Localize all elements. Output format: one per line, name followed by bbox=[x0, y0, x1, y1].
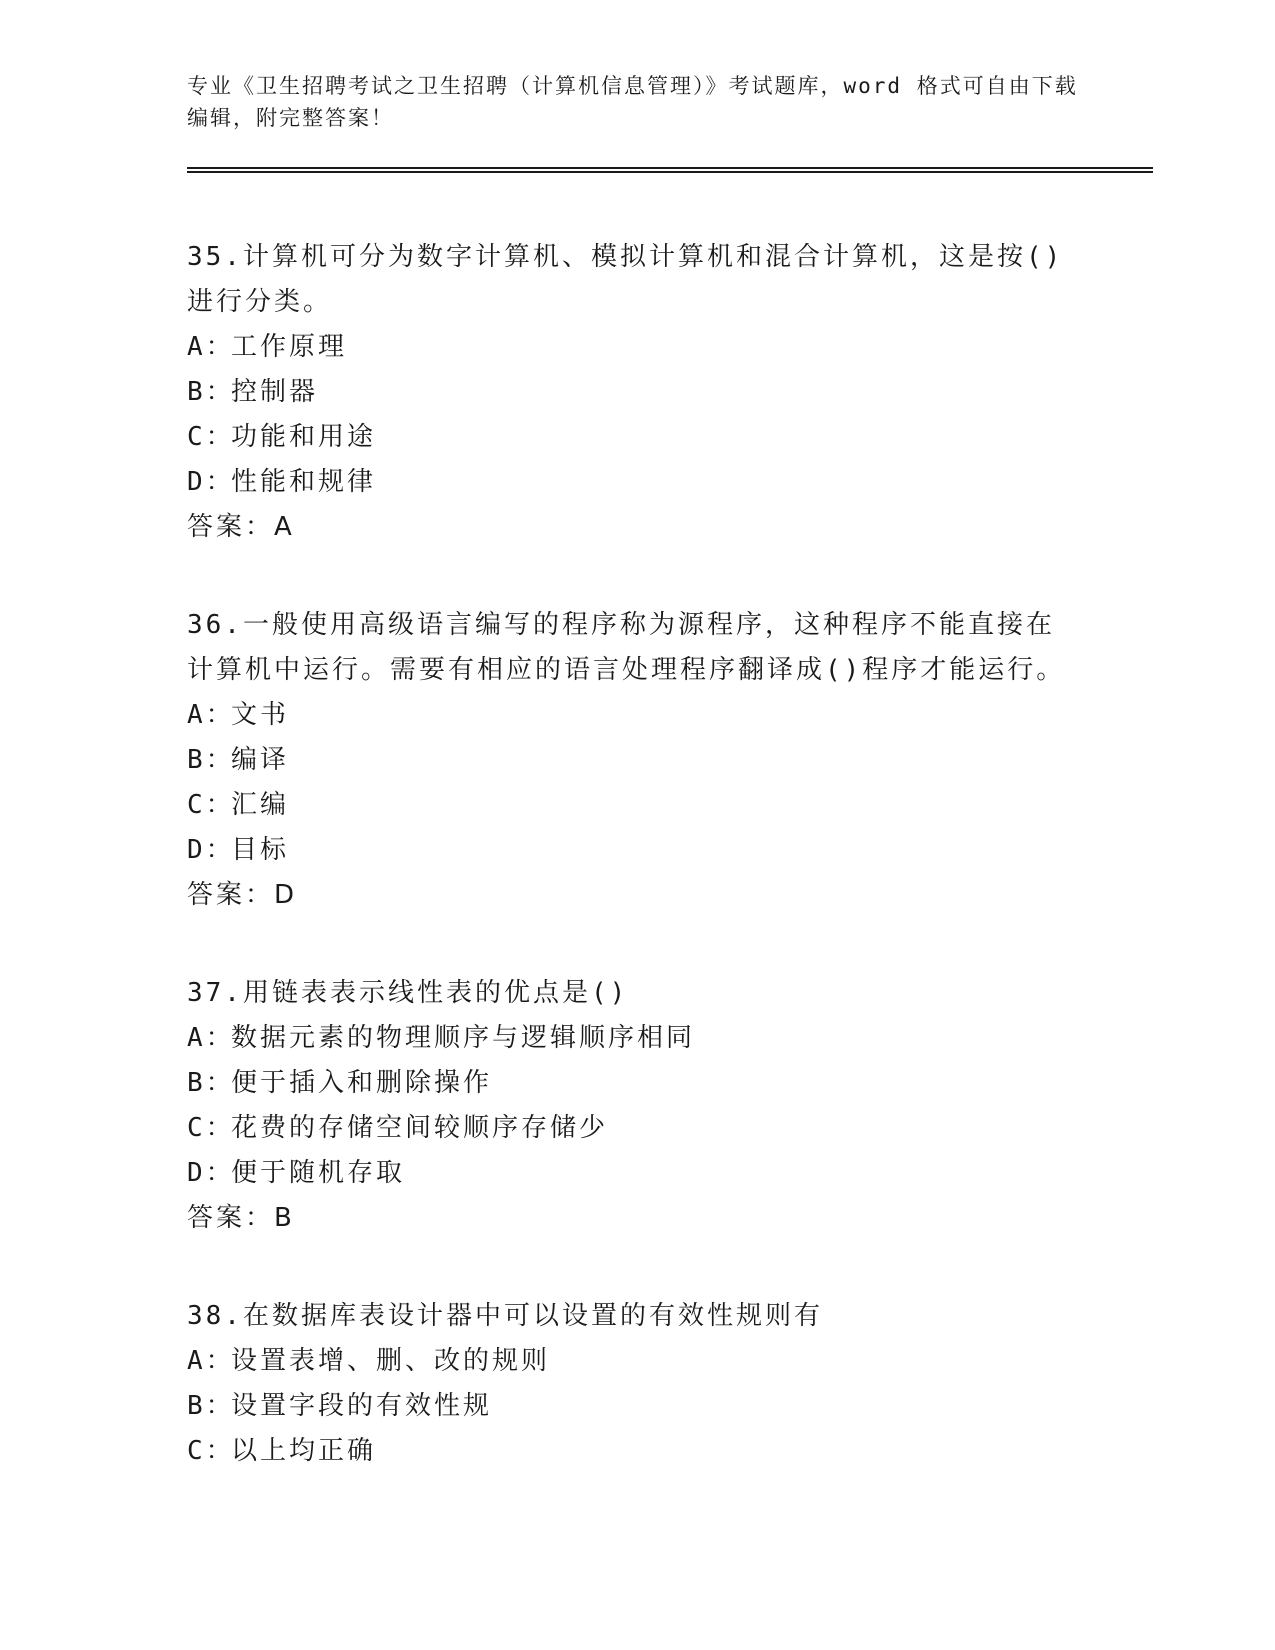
option-key: B： bbox=[187, 1068, 235, 1098]
option-text: 以上均正确 bbox=[231, 1436, 377, 1466]
option-key: B： bbox=[187, 1391, 235, 1421]
option-text: 控制器 bbox=[231, 377, 319, 407]
question-block bbox=[187, 235, 1187, 550]
option-text: 设置表增、删、改的规则 bbox=[231, 1346, 551, 1376]
option-key: B： bbox=[187, 745, 235, 775]
option-text: 目标 bbox=[231, 835, 290, 865]
option-row bbox=[187, 1339, 1187, 1384]
option-row bbox=[187, 1384, 1187, 1429]
question-number: 36. bbox=[187, 610, 243, 640]
option-row bbox=[187, 460, 1187, 505]
option-text: 汇编 bbox=[231, 790, 290, 820]
option-key: C： bbox=[187, 1436, 235, 1466]
option-key: B： bbox=[187, 377, 235, 407]
question-list bbox=[187, 235, 1187, 1474]
option-row bbox=[187, 693, 1187, 738]
question-number: 35. bbox=[187, 242, 243, 272]
option-text: 性能和规律 bbox=[231, 467, 377, 497]
question-number: 38. bbox=[187, 1301, 243, 1331]
option-key: D： bbox=[187, 835, 235, 865]
option-row bbox=[187, 370, 1187, 415]
option-text: 工作原理 bbox=[231, 332, 348, 362]
answer-line: 答案：D bbox=[187, 880, 298, 910]
document-header: 专业《卫生招聘考试之卫生招聘（计算机信息管理）》考试题库，word 格式可自由下载编辑，附完整答案！ bbox=[187, 74, 1078, 130]
answer-line: 答案：B bbox=[187, 1203, 295, 1233]
document-page bbox=[187, 70, 1187, 1474]
option-row bbox=[187, 1061, 1187, 1106]
option-key: C： bbox=[187, 422, 235, 452]
option-key: A： bbox=[187, 332, 235, 362]
question-stem bbox=[187, 971, 1067, 1016]
option-key: D： bbox=[187, 1158, 235, 1188]
question-block bbox=[187, 1294, 1187, 1474]
option-key: D： bbox=[187, 467, 235, 497]
option-row bbox=[187, 1151, 1187, 1196]
option-row bbox=[187, 828, 1187, 873]
option-row bbox=[187, 738, 1187, 783]
option-key: A： bbox=[187, 1346, 235, 1376]
question-stem bbox=[187, 235, 1067, 325]
question-block bbox=[187, 971, 1187, 1241]
option-text: 设置字段的有效性规 bbox=[231, 1391, 493, 1421]
option-text: 便于随机存取 bbox=[231, 1158, 406, 1188]
option-row bbox=[187, 325, 1187, 370]
question-stem bbox=[187, 1294, 1067, 1339]
question-text: 计算机可分为数字计算机、模拟计算机和混合计算机，这是按()进行分类。 bbox=[187, 242, 1064, 317]
option-row bbox=[187, 1106, 1187, 1151]
question-stem bbox=[187, 603, 1067, 693]
question-block bbox=[187, 603, 1187, 918]
option-row bbox=[187, 415, 1187, 460]
question-number: 37. bbox=[187, 978, 243, 1008]
answer-line: 答案：A bbox=[187, 512, 295, 542]
option-row bbox=[187, 1429, 1187, 1474]
option-key: A： bbox=[187, 1023, 235, 1053]
option-text: 数据元素的物理顺序与逻辑顺序相同 bbox=[231, 1023, 696, 1053]
question-text: 在数据库表设计器中可以设置的有效性规则有 bbox=[242, 1301, 823, 1331]
question-text: 一般使用高级语言编写的程序称为源程序，这种程序不能直接在计算机中运行。需要有相应的语言处理程序翻译成()程序才能运行。 bbox=[187, 610, 1066, 685]
header-double-rule bbox=[187, 167, 1153, 173]
option-text: 文书 bbox=[231, 700, 290, 730]
option-text: 便于插入和删除操作 bbox=[231, 1068, 493, 1098]
option-row bbox=[187, 1016, 1187, 1061]
option-text: 编译 bbox=[231, 745, 290, 775]
option-row bbox=[187, 783, 1187, 828]
question-text: 用链表表示线性表的优点是() bbox=[242, 978, 629, 1008]
option-key: C： bbox=[187, 1113, 235, 1143]
option-key: A： bbox=[187, 700, 235, 730]
option-key: C： bbox=[187, 790, 235, 820]
option-text: 功能和用途 bbox=[231, 422, 377, 452]
option-text: 花费的存储空间较顺序存储少 bbox=[231, 1113, 609, 1143]
